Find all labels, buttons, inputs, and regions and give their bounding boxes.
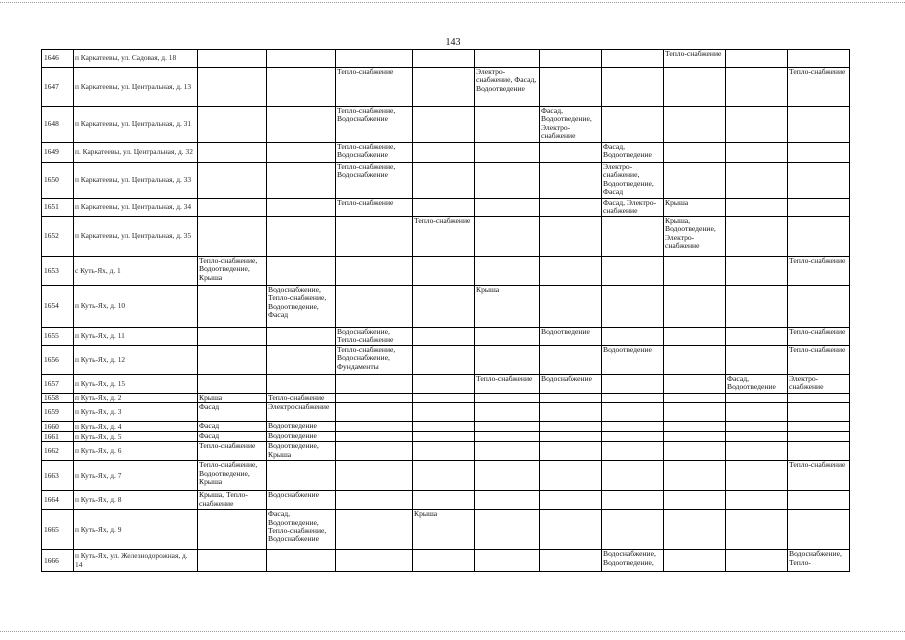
- work-type-cell-c9: [726, 393, 788, 402]
- work-type-cell-c2: [267, 374, 336, 393]
- work-type-cell-c6: [540, 491, 602, 510]
- work-type-cell-c4: [413, 285, 475, 327]
- work-type-cell-c5: [475, 143, 540, 163]
- work-type-cell-c4: [413, 143, 475, 163]
- work-type-cell-c8: [664, 422, 726, 432]
- work-type-cell-c3: Тепло-снабжение, Водоснабжение, Фундаменты: [336, 345, 413, 374]
- row-number-cell: 1657: [42, 374, 74, 393]
- work-type-cell-c6: Водоотведение: [540, 327, 602, 345]
- work-type-cell-c7: [602, 327, 664, 345]
- work-type-cell-c8: [664, 510, 726, 550]
- work-type-cell-c5: [475, 442, 540, 461]
- work-type-cell-c8: [664, 374, 726, 393]
- work-type-cell-c8: [664, 285, 726, 327]
- work-type-cell-c7: [602, 510, 664, 550]
- work-type-cell-c6: [540, 345, 602, 374]
- table-row: [42, 68, 850, 107]
- work-type-cell-c2: Водоснабжение, Тепло-снабжение, Водоотведение, Фасад: [267, 285, 336, 327]
- work-type-cell-c4: [413, 393, 475, 402]
- table-row: [42, 50, 850, 68]
- table-body: [42, 50, 850, 572]
- work-type-cell-c7: [602, 216, 664, 256]
- work-type-cell-c8: [664, 442, 726, 461]
- work-type-cell-c5: [475, 327, 540, 345]
- table-row: [42, 374, 850, 393]
- work-type-cell-c8: [664, 491, 726, 510]
- work-type-cell-c10: Тепло-снабжение: [788, 68, 850, 107]
- row-number-cell: 1649: [42, 143, 74, 163]
- work-type-cell-c10: [788, 393, 850, 402]
- work-type-cell-c2: [267, 461, 336, 491]
- work-type-cell-c2: Тепло-снабжение: [267, 393, 336, 402]
- row-number-cell: 1663: [42, 461, 74, 491]
- work-type-cell-c4: [413, 403, 475, 422]
- work-type-cell-c5: [475, 432, 540, 442]
- work-type-cell-c1: [198, 285, 267, 327]
- work-type-cell-c1: Крыша, Тепло-снабжение: [198, 491, 267, 510]
- work-type-cell-c3: [336, 256, 413, 285]
- work-type-cell-c7: Электро-снабжение, Водоотведение, Фасад: [602, 163, 664, 199]
- work-type-cell-c2: [267, 550, 336, 572]
- work-type-cell-c1: Фасад: [198, 403, 267, 422]
- work-type-cell-c8: [664, 550, 726, 572]
- work-type-cell-c4: [413, 442, 475, 461]
- work-type-cell-c5: [475, 345, 540, 374]
- row-number-cell: 1655: [42, 327, 74, 345]
- address-cell: п Каркатеевы, ул. Центральная, д. 33: [74, 163, 198, 199]
- work-type-cell-c10: [788, 143, 850, 163]
- work-type-cell-c6: Фасад, Водоотведение, Электро-снабжение: [540, 107, 602, 143]
- work-type-cell-c7: [602, 461, 664, 491]
- page-number: 143: [445, 37, 461, 48]
- work-type-cell-c6: [540, 50, 602, 68]
- work-type-cell-c10: [788, 510, 850, 550]
- table-row: [42, 256, 850, 285]
- address-cell: п Куть-Ях, д. 6: [74, 442, 198, 461]
- work-type-cell-c3: Тепло-снабжение, Водоснабжение: [336, 163, 413, 199]
- work-type-cell-c8: [664, 143, 726, 163]
- work-type-cell-c2: Фасад, Водоотведение, Тепло-снабжение, Водоснабжение: [267, 510, 336, 550]
- work-type-cell-c2: Электроснабжение: [267, 403, 336, 422]
- scan-edge-top: [0, 2, 905, 3]
- address-cell: п Каркатеевы, ул. Центральная, д. 31: [74, 107, 198, 143]
- work-type-cell-c8: [664, 163, 726, 199]
- address-cell: п. Каркатеевы, ул. Центральная, д. 32: [74, 143, 198, 163]
- work-type-cell-c9: [726, 50, 788, 68]
- work-type-cell-c6: [540, 442, 602, 461]
- work-type-cell-c7: Водоотведение: [602, 345, 664, 374]
- work-type-cell-c6: [540, 422, 602, 432]
- work-type-cell-c2: [267, 216, 336, 256]
- address-cell: п Куть-Ях, д. 3: [74, 403, 198, 422]
- row-number-cell: 1647: [42, 68, 74, 107]
- work-type-cell-c9: [726, 491, 788, 510]
- work-type-cell-c9: [726, 216, 788, 256]
- address-cell: п Куть-Ях, д. 12: [74, 345, 198, 374]
- work-type-cell-c9: [726, 199, 788, 217]
- table-row: [42, 422, 850, 432]
- work-type-cell-c1: Тепло-снабжение: [198, 442, 267, 461]
- work-type-cell-c9: [726, 327, 788, 345]
- work-type-cell-c5: [475, 550, 540, 572]
- address-cell: п Каркатеевы, ул. Центральная, д. 35: [74, 216, 198, 256]
- table-row: [42, 550, 850, 572]
- work-type-cell-c9: Фасад, Водоотведение: [726, 374, 788, 393]
- address-cell: п Каркатеевы, ул. Центральная, д. 34: [74, 199, 198, 217]
- work-type-cell-c9: [726, 285, 788, 327]
- work-type-cell-c7: [602, 256, 664, 285]
- work-type-cell-c9: [726, 550, 788, 572]
- work-type-cell-c2: [267, 68, 336, 107]
- row-number-cell: 1656: [42, 345, 74, 374]
- repair-schedule-table: [41, 49, 850, 572]
- work-type-cell-c10: Тепло-снабжение: [788, 345, 850, 374]
- work-type-cell-c3: [336, 374, 413, 393]
- work-type-cell-c9: [726, 432, 788, 442]
- work-type-cell-c1: [198, 345, 267, 374]
- work-type-cell-c3: [336, 403, 413, 422]
- row-number-cell: 1661: [42, 432, 74, 442]
- row-number-cell: 1662: [42, 442, 74, 461]
- address-cell: п Куть-Ях, д. 8: [74, 491, 198, 510]
- work-type-cell-c6: [540, 216, 602, 256]
- work-type-cell-c1: [198, 374, 267, 393]
- work-type-cell-c4: [413, 374, 475, 393]
- work-type-cell-c10: [788, 491, 850, 510]
- address-cell: п Куть-Ях, д. 7: [74, 461, 198, 491]
- work-type-cell-c1: Тепло-снабжение, Водоотведение, Крыша: [198, 256, 267, 285]
- address-cell: п Куть-Ях, д. 2: [74, 393, 198, 402]
- table-row: [42, 107, 850, 143]
- work-type-cell-c9: [726, 68, 788, 107]
- work-type-cell-c9: [726, 163, 788, 199]
- work-type-cell-c1: [198, 510, 267, 550]
- work-type-cell-c9: [726, 403, 788, 422]
- address-cell: п Куть-Ях, д. 11: [74, 327, 198, 345]
- work-type-cell-c10: [788, 199, 850, 217]
- work-type-cell-c8: [664, 403, 726, 422]
- work-type-cell-c6: [540, 550, 602, 572]
- table-row: [42, 442, 850, 461]
- table-row: [42, 510, 850, 550]
- work-type-cell-c2: [267, 50, 336, 68]
- work-type-cell-c2: [267, 199, 336, 217]
- work-type-cell-c9: [726, 107, 788, 143]
- work-type-cell-c10: [788, 163, 850, 199]
- work-type-cell-c3: [336, 432, 413, 442]
- work-type-cell-c4: [413, 107, 475, 143]
- table-row: [42, 432, 850, 442]
- work-type-cell-c8: [664, 432, 726, 442]
- table-row: [42, 199, 850, 217]
- work-type-cell-c8: Тепло-снабжение: [664, 50, 726, 68]
- row-number-cell: 1665: [42, 510, 74, 550]
- work-type-cell-c2: [267, 345, 336, 374]
- work-type-cell-c5: [475, 216, 540, 256]
- table-row: [42, 491, 850, 510]
- work-type-cell-c10: [788, 285, 850, 327]
- work-type-cell-c9: [726, 143, 788, 163]
- work-type-cell-c6: [540, 143, 602, 163]
- table-row: [42, 163, 850, 199]
- work-type-cell-c1: Тепло-снабжение, Водоотведение, Крыша: [198, 461, 267, 491]
- work-type-cell-c5: [475, 393, 540, 402]
- work-type-cell-c10: Водоснабжение, Тепло-: [788, 550, 850, 572]
- work-type-cell-c10: [788, 50, 850, 68]
- work-type-cell-c10: [788, 107, 850, 143]
- work-type-cell-c6: [540, 256, 602, 285]
- work-type-cell-c4: [413, 199, 475, 217]
- work-type-cell-c2: [267, 143, 336, 163]
- work-type-cell-c2: Водоотведение: [267, 432, 336, 442]
- work-type-cell-c9: [726, 422, 788, 432]
- work-type-cell-c3: [336, 491, 413, 510]
- address-cell: п Куть-Ях, ул. Железнодорожная, д. 14: [74, 550, 198, 572]
- table-row: [42, 285, 850, 327]
- work-type-cell-c8: [664, 345, 726, 374]
- work-type-cell-c5: [475, 50, 540, 68]
- work-type-cell-c10: Электро-снабжение: [788, 374, 850, 393]
- work-type-cell-c2: [267, 163, 336, 199]
- work-type-cell-c4: [413, 163, 475, 199]
- work-type-cell-c1: [198, 550, 267, 572]
- work-type-cell-c4: [413, 345, 475, 374]
- table-row: [42, 216, 850, 256]
- work-type-cell-c1: Фасад: [198, 422, 267, 432]
- work-type-cell-c7: Фасад, Электро-снабжение: [602, 199, 664, 217]
- work-type-cell-c6: [540, 510, 602, 550]
- work-type-cell-c1: [198, 143, 267, 163]
- work-type-cell-c10: [788, 422, 850, 432]
- scan-edge-bottom: [0, 631, 905, 632]
- work-type-cell-c2: Водоотведение: [267, 422, 336, 432]
- row-number-cell: 1652: [42, 216, 74, 256]
- table-row: [42, 403, 850, 422]
- work-type-cell-c8: [664, 327, 726, 345]
- work-type-cell-c9: [726, 461, 788, 491]
- work-type-cell-c1: [198, 68, 267, 107]
- work-type-cell-c9: [726, 345, 788, 374]
- work-type-cell-c6: [540, 403, 602, 422]
- work-type-cell-c10: [788, 403, 850, 422]
- table-row: [42, 345, 850, 374]
- work-type-cell-c7: [602, 442, 664, 461]
- work-type-cell-c10: Тепло-снабжение: [788, 256, 850, 285]
- row-number-cell: 1653: [42, 256, 74, 285]
- work-type-cell-c1: [198, 216, 267, 256]
- work-type-cell-c7: [602, 393, 664, 402]
- work-type-cell-c5: [475, 510, 540, 550]
- work-type-cell-c6: [540, 68, 602, 107]
- work-type-cell-c3: Тепло-снабжение, Водоснабжение: [336, 107, 413, 143]
- work-type-cell-c7: [602, 107, 664, 143]
- work-type-cell-c2: [267, 107, 336, 143]
- work-type-cell-c1: [198, 163, 267, 199]
- work-type-cell-c3: [336, 393, 413, 402]
- work-type-cell-c1: Фасад: [198, 432, 267, 442]
- table-row: [42, 461, 850, 491]
- address-cell: п Куть-Ях, д. 5: [74, 432, 198, 442]
- work-type-cell-c10: [788, 432, 850, 442]
- work-type-cell-c7: [602, 491, 664, 510]
- work-type-cell-c5: Электро-снабжение, Фасад, Водоотведение: [475, 68, 540, 107]
- row-number-cell: 1648: [42, 107, 74, 143]
- work-type-cell-c1: [198, 327, 267, 345]
- work-type-cell-c8: Крыша: [664, 199, 726, 217]
- row-number-cell: 1664: [42, 491, 74, 510]
- work-type-cell-c3: [336, 216, 413, 256]
- work-type-cell-c4: [413, 432, 475, 442]
- table-row: [42, 327, 850, 345]
- work-type-cell-c2: Водоснабжение: [267, 491, 336, 510]
- row-number-cell: 1646: [42, 50, 74, 68]
- work-type-cell-c4: [413, 256, 475, 285]
- work-type-cell-c1: [198, 199, 267, 217]
- work-type-cell-c3: [336, 442, 413, 461]
- work-type-cell-c6: [540, 432, 602, 442]
- address-cell: п Каркатеевы, ул. Центральная, д. 13: [74, 68, 198, 107]
- work-type-cell-c3: [336, 422, 413, 432]
- work-type-cell-c4: Крыша: [413, 510, 475, 550]
- work-type-cell-c2: [267, 327, 336, 345]
- work-type-cell-c4: [413, 422, 475, 432]
- work-type-cell-c5: [475, 422, 540, 432]
- work-type-cell-c3: Тепло-снабжение: [336, 199, 413, 217]
- row-number-cell: 1659: [42, 403, 74, 422]
- work-type-cell-c4: [413, 68, 475, 107]
- work-type-cell-c4: [413, 50, 475, 68]
- work-type-cell-c8: [664, 68, 726, 107]
- work-type-cell-c4: [413, 327, 475, 345]
- work-type-cell-c7: [602, 422, 664, 432]
- address-cell: с Куть-Ях, д. 1: [74, 256, 198, 285]
- work-type-cell-c10: [788, 216, 850, 256]
- work-type-cell-c2: Водоотведение, Крыша: [267, 442, 336, 461]
- work-type-cell-c5: Тепло-снабжение: [475, 374, 540, 393]
- work-type-cell-c5: [475, 163, 540, 199]
- work-type-cell-c5: Крыша: [475, 285, 540, 327]
- address-cell: п Куть-Ях, д. 9: [74, 510, 198, 550]
- work-type-cell-c3: [336, 461, 413, 491]
- address-cell: п Куть-Ях, д. 10: [74, 285, 198, 327]
- work-type-cell-c3: Тепло-снабжение: [336, 68, 413, 107]
- work-type-cell-c2: [267, 256, 336, 285]
- work-type-cell-c5: [475, 256, 540, 285]
- work-type-cell-c6: Водоснабжение: [540, 374, 602, 393]
- work-type-cell-c7: Водоснабжение, Водоотведение,: [602, 550, 664, 572]
- work-type-cell-c5: [475, 461, 540, 491]
- work-type-cell-c5: [475, 403, 540, 422]
- work-type-cell-c7: [602, 403, 664, 422]
- work-type-cell-c3: [336, 50, 413, 68]
- address-cell: п Куть-Ях, д. 15: [74, 374, 198, 393]
- work-type-cell-c6: [540, 393, 602, 402]
- work-type-cell-c6: [540, 199, 602, 217]
- work-type-cell-c8: [664, 107, 726, 143]
- work-type-cell-c3: [336, 550, 413, 572]
- work-type-cell-c7: [602, 50, 664, 68]
- work-type-cell-c4: [413, 491, 475, 510]
- work-type-cell-c9: [726, 256, 788, 285]
- row-number-cell: 1654: [42, 285, 74, 327]
- work-type-cell-c8: Крыша, Водоотведение, Электро-снабжение: [664, 216, 726, 256]
- address-cell: п Куть-Ях, д. 4: [74, 422, 198, 432]
- address-cell: п Каркатеевы, ул. Садовая, д. 18: [74, 50, 198, 68]
- row-number-cell: 1660: [42, 422, 74, 432]
- table-row: [42, 393, 850, 402]
- table-row: [42, 143, 850, 163]
- work-type-cell-c10: Тепло-снабжение: [788, 327, 850, 345]
- work-type-cell-c4: Тепло-снабжение: [413, 216, 475, 256]
- work-type-cell-c7: Фасад, Водоотведение: [602, 143, 664, 163]
- work-type-cell-c4: [413, 461, 475, 491]
- work-type-cell-c3: [336, 285, 413, 327]
- work-type-cell-c7: [602, 285, 664, 327]
- work-type-cell-c6: [540, 163, 602, 199]
- work-type-cell-c7: [602, 432, 664, 442]
- work-type-cell-c7: [602, 68, 664, 107]
- work-type-cell-c5: [475, 491, 540, 510]
- work-type-cell-c6: [540, 285, 602, 327]
- work-type-cell-c10: [788, 442, 850, 461]
- work-type-cell-c3: Тепло-снабжение, Водоснабжение: [336, 143, 413, 163]
- work-type-cell-c5: [475, 107, 540, 143]
- work-type-cell-c1: Крыша: [198, 393, 267, 402]
- work-type-cell-c3: Водоснабжение, Тепло-снабжение: [336, 327, 413, 345]
- work-type-cell-c9: [726, 510, 788, 550]
- work-type-cell-c7: [602, 374, 664, 393]
- row-number-cell: 1650: [42, 163, 74, 199]
- work-type-cell-c1: [198, 107, 267, 143]
- row-number-cell: 1658: [42, 393, 74, 402]
- row-number-cell: 1651: [42, 199, 74, 217]
- work-type-cell-c3: [336, 510, 413, 550]
- work-type-cell-c1: [198, 50, 267, 68]
- work-type-cell-c9: [726, 442, 788, 461]
- work-type-cell-c5: [475, 199, 540, 217]
- row-number-cell: 1666: [42, 550, 74, 572]
- work-type-cell-c8: [664, 393, 726, 402]
- work-type-cell-c4: [413, 550, 475, 572]
- work-type-cell-c10: Тепло-снабжение: [788, 461, 850, 491]
- work-type-cell-c6: [540, 461, 602, 491]
- work-type-cell-c8: [664, 256, 726, 285]
- work-type-cell-c8: [664, 461, 726, 491]
